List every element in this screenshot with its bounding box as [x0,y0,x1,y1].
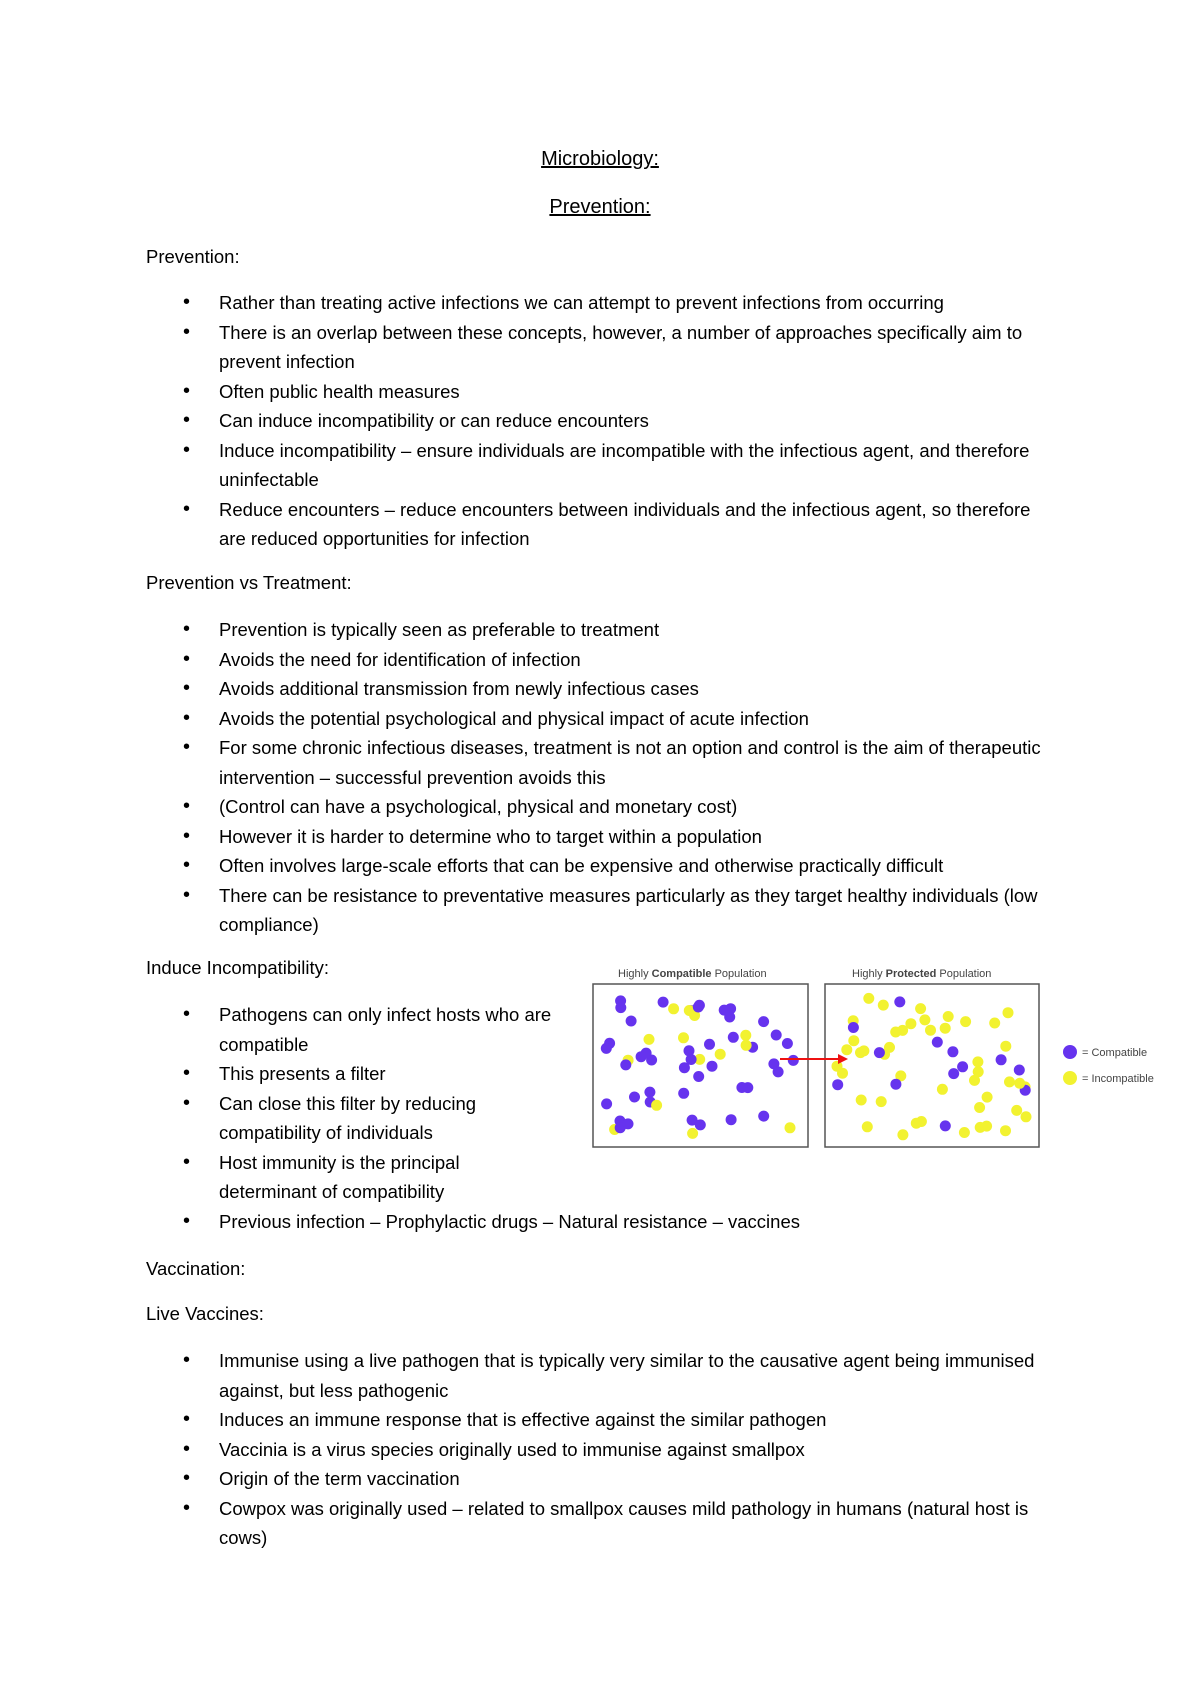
list-item: • Vaccinia is a virus species originally used to immunise against smallpox [0,1435,1049,1465]
compatible-dot [940,1120,951,1131]
induce-incompatibility-list [0,1000,559,1207]
incompatible-dot [884,1042,895,1053]
compatible-dot [788,1055,799,1066]
compatible-dot [758,1016,769,1027]
incompatible-dot [940,1023,951,1034]
right-panel-title: Highly Protected Population [852,968,992,980]
compatible-dot [947,1046,958,1057]
incompatible-dot [989,1018,1000,1029]
incompatible-dot [959,1127,970,1138]
incompatible-dot [687,1128,698,1139]
list-item: • Pathogens can only infect hosts who are compatible [0,1000,559,1059]
section-heading-live-vaccines: Live Vaccines: [146,1303,264,1324]
compatible-dot [695,1119,706,1130]
incompatible-dot [897,1129,908,1140]
section-heading-prevention-vs-treatment: Prevention vs Treatment: [146,572,352,593]
incompatible-dot [878,1000,889,1011]
prevention-vs-treatment-list [0,615,1049,940]
compatible-dot [707,1061,718,1072]
incompatible-dot [975,1122,986,1133]
legend-compatible-dot [1063,1045,1077,1059]
list-item: • Can close this filter by reducing compatibility of individuals [0,1089,559,1148]
list-item: • There is an overlap between these concepts, however, a number of approaches specifically aim to prevent infection [0,318,1049,377]
list-item: • Cowpox was originally used – related to smallpox causes mild pathology in humans (natural host is cows) [0,1494,1049,1553]
legend-incompatible-dot [1063,1071,1077,1085]
compatible-dot [728,1032,739,1043]
compatible-dot [684,1045,695,1056]
list-item: • Previous infection – Prophylactic drugs – Natural resistance – vaccines [0,1207,1049,1237]
compatible-dot [773,1066,784,1077]
compatible-dot [957,1061,968,1072]
list-item: • Induce incompatibility – ensure individuals are incompatible with the infectious agent, and therefore uninfectable [0,436,1049,495]
compatible-dot [629,1092,640,1103]
section-heading-induce-incompatibility: Induce Incompatibility: [146,957,330,978]
compatible-dot [874,1047,885,1058]
legend-incompatible-label: = Incompatible [1082,1073,1154,1085]
section-heading-prevention: Prevention: [146,246,240,267]
live-vaccines-list [0,1346,1049,1553]
legend-compatible-label: = Compatible [1082,1047,1148,1059]
incompatible-dot [1004,1076,1015,1087]
incompatible-dot [1021,1111,1032,1122]
compatible-dot [623,1118,634,1129]
compatible-dot [832,1079,843,1090]
list-item: • Avoids the potential psychological and physical impact of acute infection [0,704,1049,734]
compatible-dot [679,1062,690,1073]
incompatible-dot [740,1030,751,1041]
compatible-dot [771,1030,782,1041]
incompatible-dot [974,1102,985,1113]
compatible-dot [678,1088,689,1099]
incompatible-dot [890,1027,901,1038]
incompatible-dot [678,1032,689,1043]
list-item: • Often public health measures [0,377,1049,407]
document-title: Microbiology: [541,148,659,170]
list-item: • There can be resistance to preventative measures particularly as they target healthy individuals (low compliance) [0,881,1049,940]
list-item: • Avoids the need for identification of infection [0,645,1049,675]
incompatible-dot [862,1121,873,1132]
compatible-dot [693,1071,704,1082]
list-item: • (Control can have a psychological, physical and monetary cost) [0,792,1049,822]
incompatible-dot [982,1092,993,1103]
compatible-dot [848,1022,859,1033]
incompatible-dot [841,1044,852,1055]
compatible-dot [626,1016,637,1027]
compatible-dot [620,1059,631,1070]
incompatible-dot [856,1095,867,1106]
incompatible-dot [1014,1078,1025,1089]
list-item: • Can induce incompatibility or can reduce encounters [0,406,1049,436]
incompatible-dot [715,1049,726,1060]
incompatible-dot [651,1100,662,1111]
list-item: • Immunise using a live pathogen that is typically very similar to the causative agent being immunised against, but less pathogenic [0,1346,1049,1405]
list-item: • Host immunity is the principal determinant of compatibility [0,1148,559,1207]
compatible-dot [615,1002,626,1013]
compatible-dot [693,1002,704,1013]
compatible-dot [758,1111,769,1122]
incompatible-dot [668,1003,679,1014]
compatible-dot [726,1114,737,1125]
incompatible-dot [960,1016,971,1027]
list-item: • Origin of the term vaccination [0,1464,1049,1494]
incompatible-dot [741,1040,752,1051]
compatible-dot [890,1079,901,1090]
prevention-list [0,288,1049,554]
population-compatibility-figure [590,962,1170,1152]
list-item: • For some chronic infectious diseases, treatment is not an option and control is the aim of therapeutic intervention – successful prevention avoids this [0,733,1049,792]
incompatible-dot [943,1011,954,1022]
incompatible-dot [876,1096,887,1107]
list-item: • Prevention is typically seen as preferable to treatment [0,615,1049,645]
compatible-dot [719,1005,730,1016]
compatible-dot [704,1039,715,1050]
list-item: • Reduce encounters – reduce encounters between individuals and the infectious agent, so therefore are reduced opportunities for infection [0,495,1049,554]
incompatible-dot [911,1118,922,1129]
incompatible-dot [858,1045,869,1056]
incompatible-dot [1003,1007,1014,1018]
incompatible-dot [915,1003,926,1014]
incompatible-dot [848,1035,859,1046]
compatible-dot [736,1082,747,1093]
incompatible-dot [644,1034,655,1045]
incompatible-dot [863,993,874,1004]
compatible-dot [601,1043,612,1054]
incompatible-dot [973,1066,984,1077]
incompatible-dot [1000,1041,1011,1052]
compatible-dot [644,1087,655,1098]
incompatible-dot [937,1084,948,1095]
compatible-dot [996,1054,1007,1065]
list-item: • Induces an immune response that is effective against the similar pathogen [0,1405,1049,1435]
compatible-dot [948,1068,959,1079]
document-subtitle: Prevention: [549,196,651,218]
compatible-dot [782,1038,793,1049]
incompatible-dot [1011,1105,1022,1116]
compatible-dot [932,1037,943,1048]
list-item: • However it is harder to determine who to target within a population [0,822,1049,852]
incompatible-dot [785,1122,796,1133]
compatible-dot [658,997,669,1008]
list-item: • Avoids additional transmission from newly infectious cases [0,674,1049,704]
compatible-dot [894,996,905,1007]
incompatible-dot [919,1014,930,1025]
population-figure-svg [590,962,1170,1152]
compatible-dot [1014,1065,1025,1076]
compatible-dot [641,1048,652,1059]
left-panel-title: Highly Compatible Population [618,968,767,980]
incompatible-dot [925,1025,936,1036]
section-heading-vaccination: Vaccination: [146,1258,246,1279]
induce-incompatibility-list-cont [0,1207,1049,1237]
list-item: • Often involves large-scale efforts that can be expensive and otherwise practically difficult [0,851,1049,881]
list-item: • Rather than treating active infections we can attempt to prevent infections from occurring [0,288,1049,318]
incompatible-dot [972,1056,983,1067]
list-item: • This presents a filter [0,1059,559,1089]
compatible-dot [601,1098,612,1109]
incompatible-dot [1000,1125,1011,1136]
